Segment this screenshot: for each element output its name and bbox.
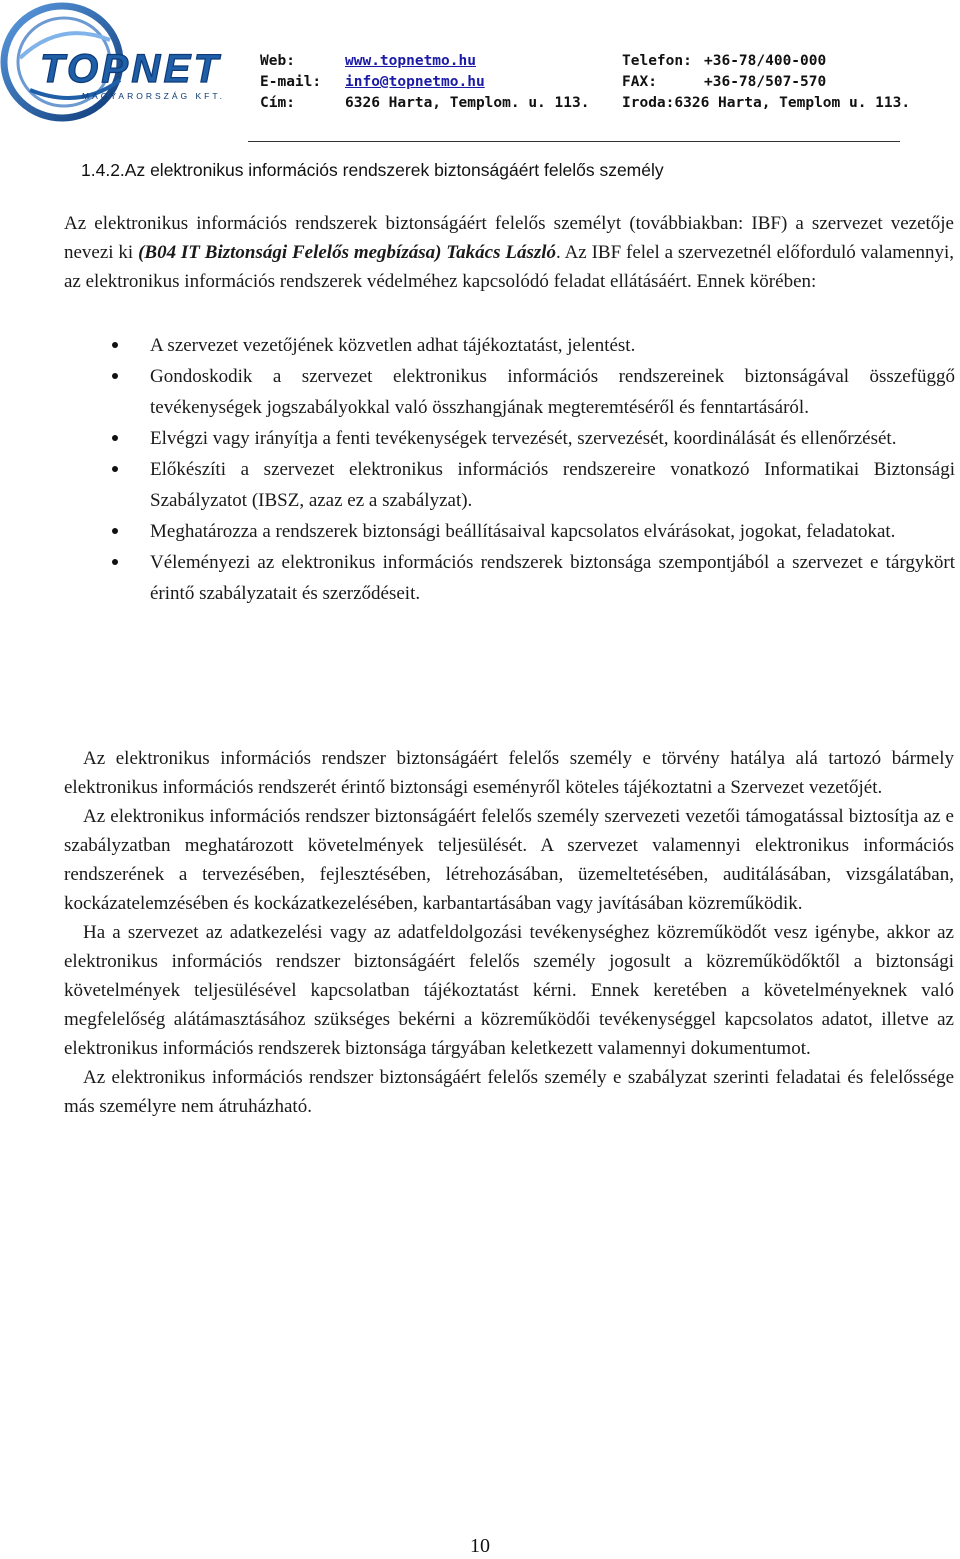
list-item: Elvégzi vagy irányítja a fenti tevékenységek tervezését, szervezését, koordinálását és ellenőrzését. xyxy=(0,423,955,454)
header-divider xyxy=(248,141,900,142)
office-label: Iroda: xyxy=(622,95,675,111)
intro-document-ref: (B04 IT Biztonsági Felelős megbízása) xyxy=(138,242,442,263)
paragraph: Az elektronikus információs rendszer biztonságáért felelős személy e törvény hatálya alá tartozó bármely elektronikus információs rendszerét érintő biztonsági eseményről köteles tájékoztatni a Szervezet vezetőjét. xyxy=(64,748,954,798)
contact-row-address xyxy=(260,93,590,114)
list-item: Véleményezi az elektronikus információs rendszerek biztonsága szempontjából a szervezet e tárgykört érintő szabályzatait és szerződéseit. xyxy=(0,547,955,609)
body-paragraphs xyxy=(64,744,954,1121)
paragraph: Ha a szervezet az adatkezelési vagy az adatfeldolgozási tevékenységhez közreműködőt vesz igénybe, akkor az elektronikus információs rendszer biztonságáért felelős személy jogosult a közreműködőktől a biztonsági követelmények teljesülésével kapcsolatban tájékoztatást kérni. Ennek keretében a követelményeknek való megfelelőség alátámasztásához szükséges bekérni a közreműködői tevékenységgel kapcsolatos adatot, illetve az elektronikus információs rendszerek biztonsága tárgyában keletkezett valamennyi dokumentumot. xyxy=(64,922,954,1059)
intro-paragraph xyxy=(64,209,954,296)
contact-block-right xyxy=(622,51,910,114)
email-label: E-mail: xyxy=(260,74,322,90)
section-heading: 1.4.2.Az elektronikus információs rendszerek biztonságáért felelős személy xyxy=(81,160,664,180)
logo-subtitle: MAGYARORSZÁG KFT. xyxy=(82,91,225,101)
duties-list xyxy=(0,330,960,609)
phone-value: +36-78/400-000 xyxy=(704,53,827,69)
bullet-icon xyxy=(112,342,118,348)
fax-value: +36-78/507-570 xyxy=(704,74,827,90)
topnet-logo-graphic xyxy=(0,0,240,128)
bullet-icon xyxy=(112,559,118,565)
contact-row-web xyxy=(260,51,476,72)
website-link[interactable]: www.topnetmo.hu xyxy=(345,53,476,69)
web-label: Web: xyxy=(260,53,295,69)
intro-text-start: Az elektronikus információs rendszerek biztonságáért felelős személyt (továbbiakban: IBF) a szervezet vezetője nevezi ki xyxy=(64,213,954,263)
logo-wordmark: TOPNET xyxy=(40,47,218,91)
email-link[interactable]: info@topnetmo.hu xyxy=(345,74,485,90)
company-logo xyxy=(0,0,240,128)
paragraph: Az elektronikus információs rendszer biztonságáért felelős személy e szabályzat szerinti feladatai és felelőssége más személyre nem átruházható. xyxy=(64,1067,954,1117)
list-item: Meghatározza a rendszerek biztonsági beállításaival kapcsolatos elvárásokat, jogokat, feladatokat. xyxy=(0,516,955,547)
bullet-icon xyxy=(112,466,118,472)
contact-block-left xyxy=(260,51,590,114)
phone-label: Telefon: xyxy=(622,53,692,69)
contact-row-fax xyxy=(622,72,910,93)
list-item: Gondoskodik a szervezet elektronikus információs rendszereinek biztonságával összefüggő tevékenységek jogszabályokkal való összhangjának megteremtéséről és fenntartásáról. xyxy=(0,361,955,423)
intro-text-end: . Az IBF felel a szervezetnél előforduló valamennyi, az elektronikus információs rendszerek védelméhez kapcsolódó feladat ellátásáért. Ennek körében: xyxy=(64,242,954,292)
fax-label: FAX: xyxy=(622,74,657,90)
bullet-icon xyxy=(112,435,118,441)
paragraph: Az elektronikus információs rendszer biztonságáért felelős személy szervezeti vezetői támogatással biztosítja az e szabályzatban meghatározott követelmények teljesülését. A szervezet valamennyi elektronikus információs rendszerének a tervezésében, fejlesztésében, létrehozásában, üzemeltetésében, auditálásában, vizsgálatában, kockázatelemzésében és kockázatkezelésében, karbantartásában vagy javításában közreműködik. xyxy=(64,806,954,914)
bullet-icon xyxy=(112,528,118,534)
contact-row-office xyxy=(622,93,910,114)
address-value: 6326 Harta, Templom. u. 113. xyxy=(345,95,590,111)
bullet-icon xyxy=(112,373,118,379)
office-value: 6326 Harta, Templom u. 113. xyxy=(674,95,911,111)
page-number: 10 xyxy=(470,1535,490,1557)
address-label: Cím: xyxy=(260,95,295,111)
contact-row-email xyxy=(260,72,485,93)
intro-responsible-name: Takács László xyxy=(446,242,557,263)
list-item: Előkészíti a szervezet elektronikus információs rendszereire vonatkozó Informatikai Biztonsági Szabályzatot (IBSZ, azaz ez a szabályzat). xyxy=(0,454,955,516)
contact-row-phone xyxy=(622,51,910,72)
list-item: A szervezet vezetőjének közvetlen adhat tájékoztatást, jelentést. xyxy=(0,330,955,361)
